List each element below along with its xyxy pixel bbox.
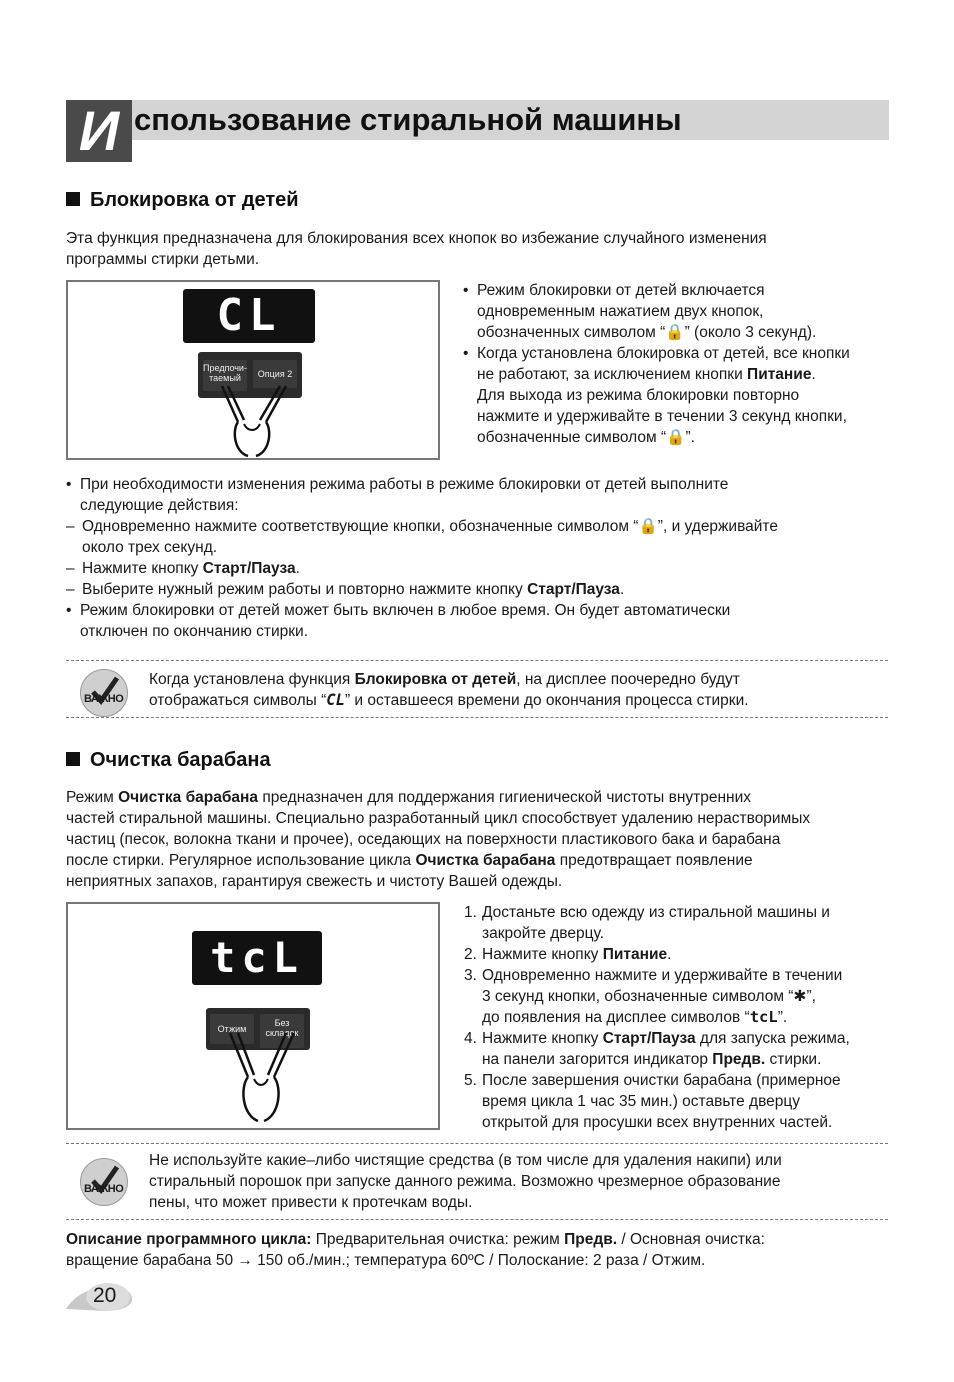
- important-label: ВАЖНО: [84, 693, 124, 705]
- star-icon: ✱: [793, 988, 807, 1005]
- child-lock-illustration: [66, 280, 440, 460]
- section-heading-drum-clean: Очистка барабана: [66, 749, 271, 772]
- drum-clean-steps: [464, 902, 894, 1133]
- preferred-button: Предпочи- таемый: [203, 360, 247, 391]
- no-crease-button: Без складок: [260, 1014, 304, 1048]
- page-number: 20: [93, 1284, 117, 1307]
- lock-icon: 🔒: [665, 324, 685, 341]
- drum-clean-illustration: [66, 902, 440, 1130]
- note-child-lock: Когда установлена функция Блокировка от детей, на дисплее поочередно будут отображаться символы “CL” и оставшееся времени до окончания процесса стирки.: [149, 671, 749, 709]
- note-divider-bottom: [66, 1219, 888, 1220]
- list-item: 5. После завершения очистки барабана (примерное время цикла 1 час 35 мин.) оставьте дверцу открытой для просушки всех внутренних частей.: [464, 1072, 841, 1131]
- display-tcl: tcL: [192, 931, 322, 985]
- drum-clean-intro: Режим Очистка барабана предназначен для поддержания гигиенической чистоты внутренних частей стиральной машины. Специально разработанный цикл способствует удалению нерастворимых частиц (песок, волокна ткани и прочее), оседающих на поверхности пластикового бака и барабана после стирки. Регулярное использование цикла Очистка барабана предотвращает появление неприятных запахов, гарантируя свежесть и чистоту Вашей одежды.: [66, 789, 811, 890]
- two-finger-hand-icon: [208, 382, 298, 457]
- child-lock-instructions: • При необходимости изменения режима работы в режиме блокировки от детей выполните следующие действия: – Одновременно нажмите соответствующие кнопки, обозначенные символом “🔒”, и удерживайте около трех секунд. – Нажмите кнопку Старт/Пауза. – Выберите нужный режим работы и повторно нажмите кнопку Старт/Пауза. • Режим блокировки от детей может быть включен в любое время. Он будет автоматически отключен по окончанию стирки.: [66, 474, 896, 642]
- lock-icon: 🔒: [666, 429, 686, 446]
- square-bullet-icon: [66, 192, 80, 206]
- spin-button: Отжим: [210, 1014, 254, 1044]
- important-check-icon: [80, 1158, 128, 1206]
- two-finger-hand-icon: [216, 1029, 306, 1124]
- child-lock-intro: Эта функция предназначена для блокирования всех кнопок во избежание случайного изменения программы стирки детьми.: [66, 230, 767, 268]
- list-item: 3. Одновременно нажмите и удерживайте в течении 3 секунд кнопки, обозначенные символом “✱”, до появления на дисплее символов “tcL”.: [464, 967, 843, 1026]
- note-divider-top: [66, 1143, 888, 1144]
- page-title: спользование стиральной машины: [134, 102, 682, 137]
- list-item: 4. Нажмите кнопку Старт/Пауза для запуска режима, на панели загорится индикатор Предв. стирки.: [464, 1030, 850, 1068]
- note-divider-top: [66, 660, 888, 661]
- square-bullet-icon: [66, 752, 80, 766]
- section-heading-child-lock: Блокировка от детей: [66, 189, 299, 212]
- list-item: 1. Достаньте всю одежду из стиральной машины и закройте дверцу.: [464, 904, 830, 942]
- header-capital-letter: И: [66, 100, 132, 162]
- list-item: 2. Нажмите кнопку Питание.: [464, 946, 672, 963]
- note-drum-clean: Не используйте какие–либо чистящие средства (в том числе для удаления накипи) или стиральный порошок при запуске данного режима. Возможно чрезмерное образование пены, что может привести к протечкам воды.: [149, 1152, 782, 1211]
- program-cycle-description: Описание программного цикла: Предварительная очистка: режим Предв. / Основная очистка: вращение барабана 50 → 150 об./мин.; температура 60ºC / Полоскание: 2 раза / Отжим.: [66, 1231, 765, 1269]
- display-cl: CL: [183, 289, 315, 343]
- option2-button: Опция 2: [253, 360, 297, 388]
- note-divider-bottom: [66, 717, 888, 718]
- lock-icon: 🔒: [638, 518, 658, 535]
- child-lock-bullets: • Режим блокировки от детей включается одновременным нажатием двух кнопок, обозначенных символом “🔒” (около 3 секунд). • Когда установлена блокировка от детей, все кнопки не работают, за исключением кнопки Питание. Для выхода из режима блокировки повторно нажмите и удерживайте в течении 3 секунд кнопки, обозначенные символом “🔒”.: [463, 280, 893, 448]
- important-label: ВАЖНО: [84, 1183, 124, 1195]
